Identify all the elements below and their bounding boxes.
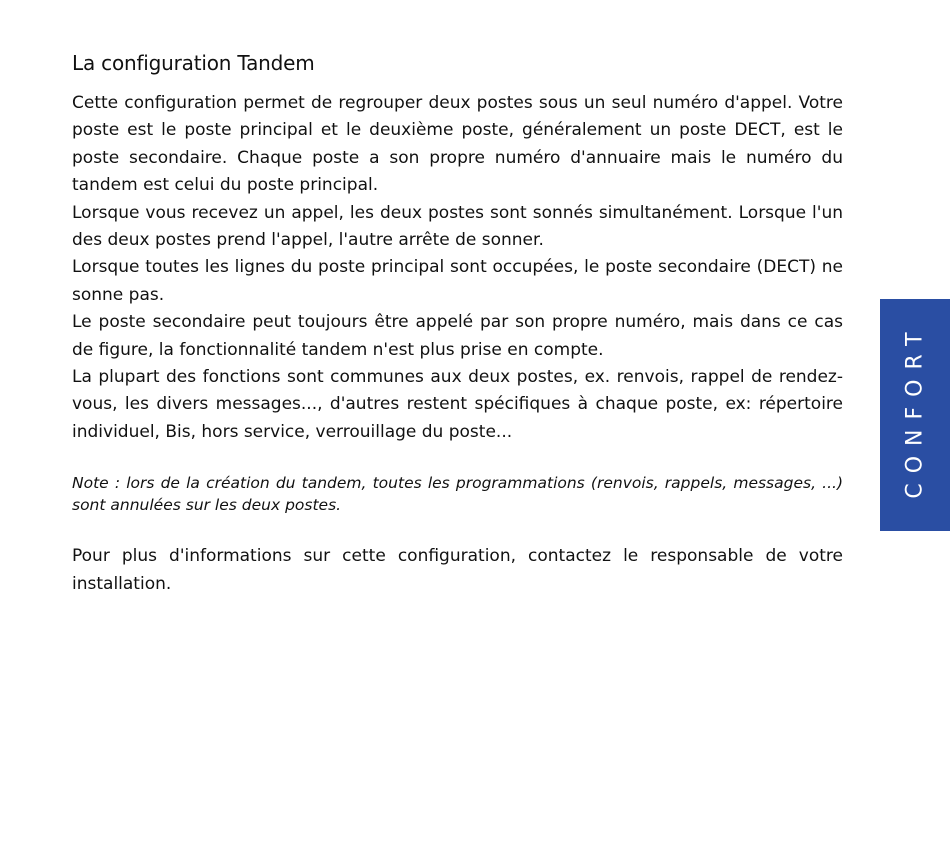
paragraph-3: Lorsque toutes les lignes du poste principal sont occupées, le poste secondaire (DECT) ne sonne pas.: [72, 257, 843, 305]
paragraph-1: Cette configuration permet de regrouper deux postes sous un seul numéro d'appel. Votre poste est le poste principal et le deuxième poste, généralement un poste DECT, est le poste secondaire. Chaque poste a son propre numéro d'annuaire mais le numéro du tandem est celui du poste principal.: [72, 93, 843, 196]
paragraph-5: La plupart des fonctions sont communes aux deux postes, ex. renvois, rappel de rendez-vous, les divers messages..., d'autres restent spécifiques à chaque poste, ex: répertoire individuel, Bis, hors service, verrouillage du poste...: [72, 367, 843, 442]
section-title: La configuration Tandem: [72, 51, 315, 75]
note-text: Note : lors de la création du tandem, toutes les programmations (renvois, rappels, messages, ...) sont annulées sur les deux postes.: [72, 474, 843, 515]
chapter-tab-label: CONFORT: [902, 321, 928, 499]
chapter-side-tab: [880, 299, 950, 531]
page-content: [72, 48, 843, 598]
paragraph-4: Le poste secondaire peut toujours être appelé par son propre numéro, mais dans ce cas de figure, la fonctionnalité tandem n'est plus prise en compte.: [72, 312, 843, 360]
paragraph-2: Lorsque vous recevez un appel, les deux postes sont sonnés simultanément. Lorsque l'un des deux postes prend l'appel, l'autre arrête de sonner.: [72, 202, 843, 251]
closing-text: Pour plus d'informations sur cette configuration, contactez le responsable de votre installation.: [72, 546, 843, 595]
